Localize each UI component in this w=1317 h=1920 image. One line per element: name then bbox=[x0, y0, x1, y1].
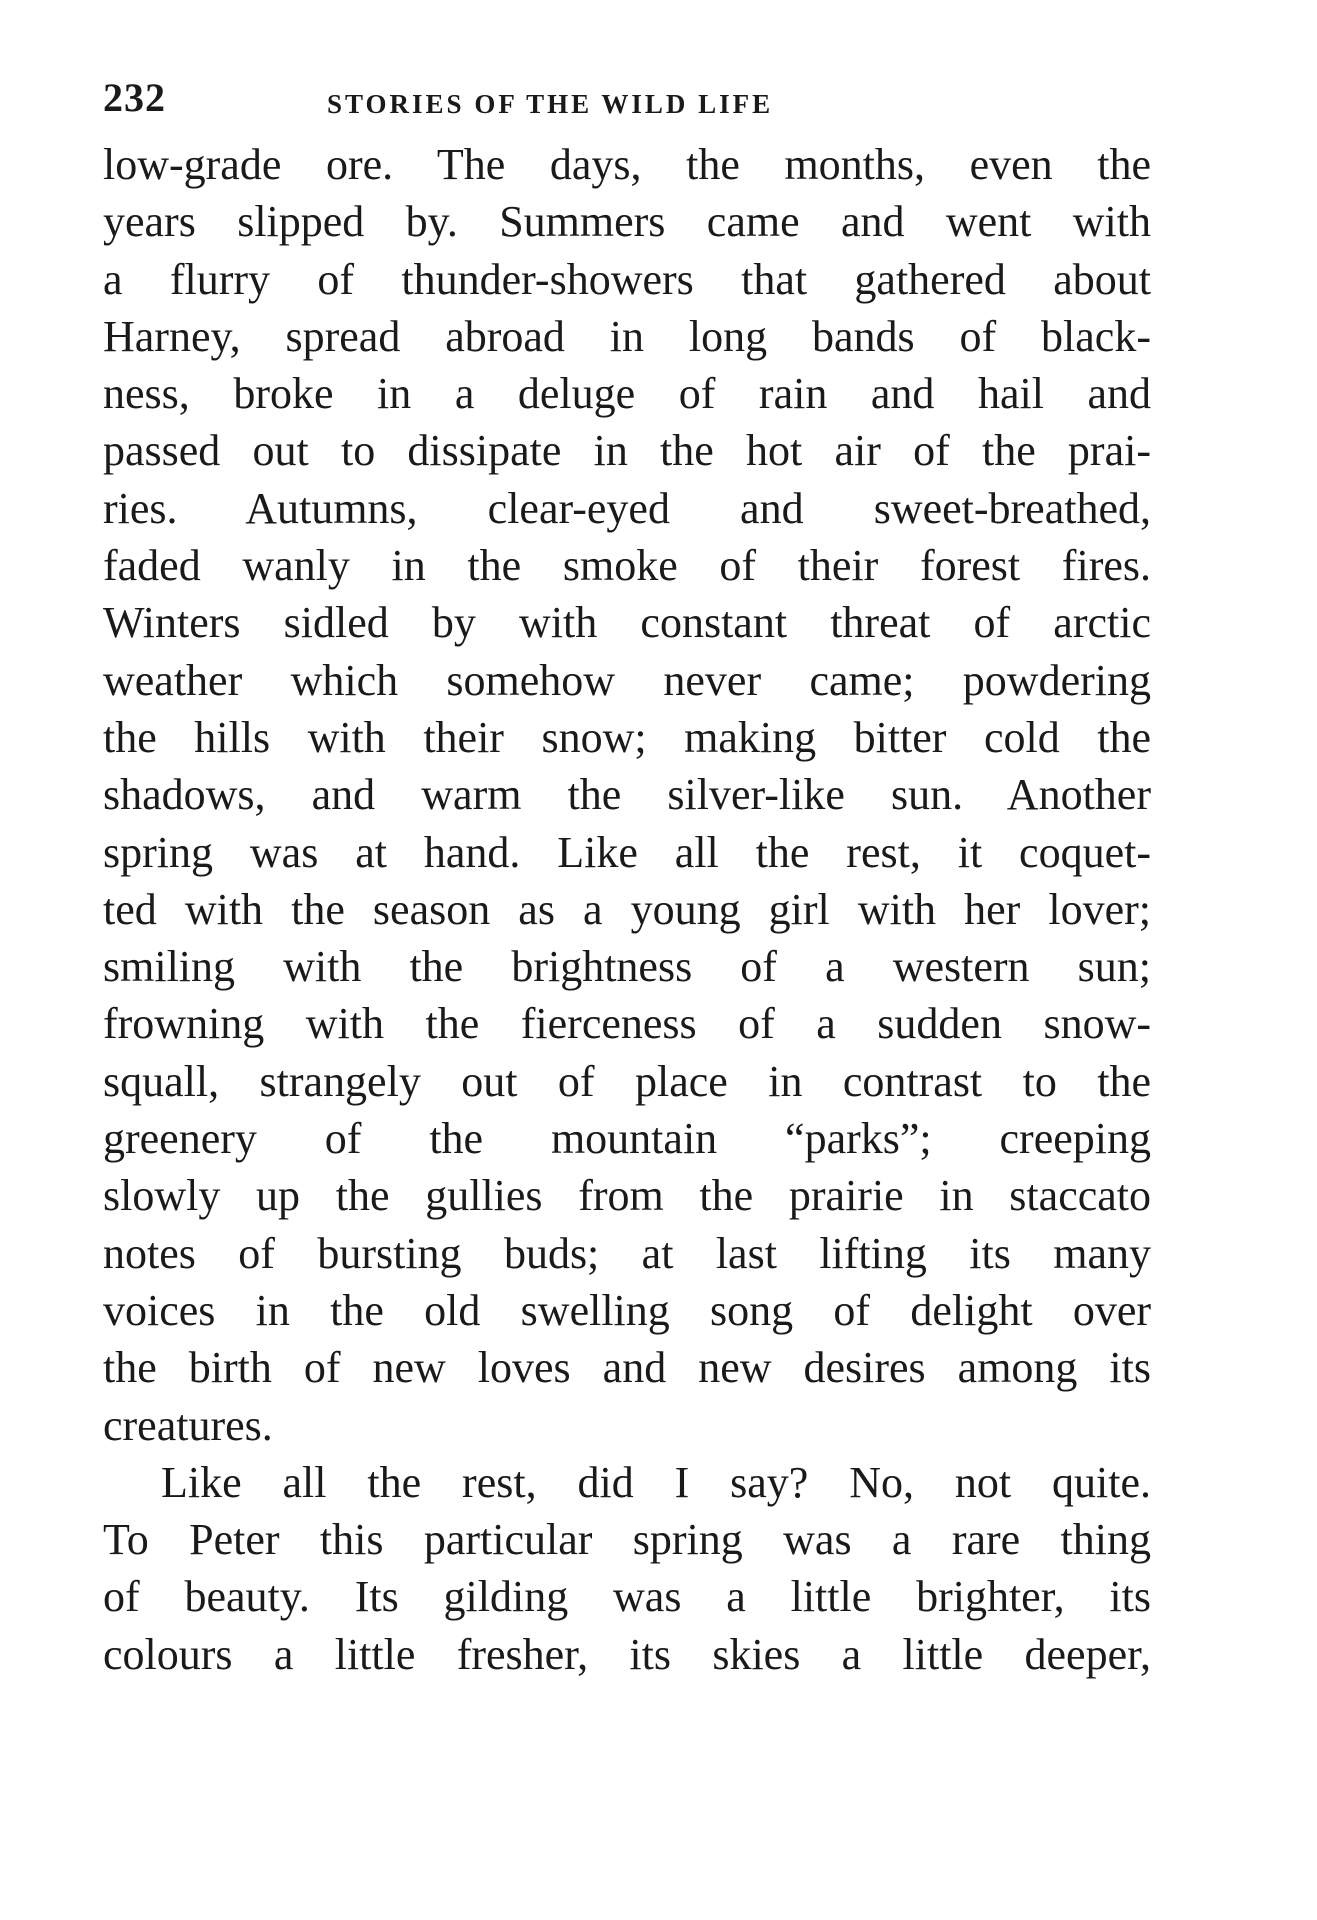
text-line: years slipped by. Summers came and went with bbox=[103, 197, 1151, 247]
page-header bbox=[103, 68, 1153, 128]
text-line: ness, broke in a deluge of rain and hail and bbox=[103, 369, 1151, 419]
text-line: Like all the rest, did I say? No, not quite. bbox=[161, 1457, 1151, 1507]
text-line: Harney, spread abroad in long bands of black- bbox=[103, 311, 1151, 361]
text-line: faded wanly in the smoke of their forest fires. bbox=[103, 541, 1151, 591]
paragraph bbox=[103, 136, 1151, 1454]
text-line: creatures. bbox=[103, 1400, 273, 1450]
text-line: a flurry of thunder-showers that gathered about bbox=[103, 254, 1151, 304]
text-line: colours a little fresher, its skies a little deeper, bbox=[103, 1629, 1151, 1679]
text-line: To Peter this particular spring was a rare thing bbox=[103, 1515, 1151, 1565]
text-line: slowly up the gullies from the prairie in staccato bbox=[103, 1171, 1151, 1221]
text-line: smiling with the brightness of a western sun; bbox=[103, 942, 1151, 992]
text-line: the hills with their snow; making bitter cold the bbox=[103, 712, 1151, 762]
text-line: shadows, and warm the silver-like sun. Another bbox=[103, 770, 1151, 820]
text-line: ted with the season as a young girl with her lover; bbox=[103, 884, 1151, 934]
text-line: of beauty. Its gilding was a little brighter, its bbox=[103, 1572, 1151, 1622]
page-number: 232 bbox=[103, 75, 166, 120]
text-line: frowning with the fierceness of a sudden snow- bbox=[103, 999, 1151, 1049]
text-line: passed out to dissipate in the hot air of the prai- bbox=[103, 426, 1151, 476]
body-text bbox=[103, 136, 1151, 1683]
text-line: voices in the old swelling song of delight over bbox=[103, 1285, 1151, 1335]
text-line: the birth of new loves and new desires among its bbox=[103, 1343, 1151, 1393]
text-line: low-grade ore. The days, the months, even the bbox=[103, 140, 1151, 189]
text-line: spring was at hand. Like all the rest, it coquet- bbox=[103, 827, 1151, 877]
paragraph bbox=[103, 1454, 1151, 1683]
text-line: weather which somehow never came; powdering bbox=[103, 655, 1151, 705]
text-line: Winters sidled by with constant threat of arctic bbox=[103, 598, 1151, 648]
running-title: STORIES OF THE WILD LIFE bbox=[327, 89, 774, 119]
text-line: squall, strangely out of place in contrast to the bbox=[103, 1056, 1151, 1106]
text-line: greenery of the mountain “parks”; creeping bbox=[103, 1114, 1151, 1164]
text-line: notes of bursting buds; at last lifting its many bbox=[103, 1228, 1151, 1278]
text-line: ries. Autumns, clear-eyed and sweet-breathed, bbox=[103, 483, 1151, 533]
